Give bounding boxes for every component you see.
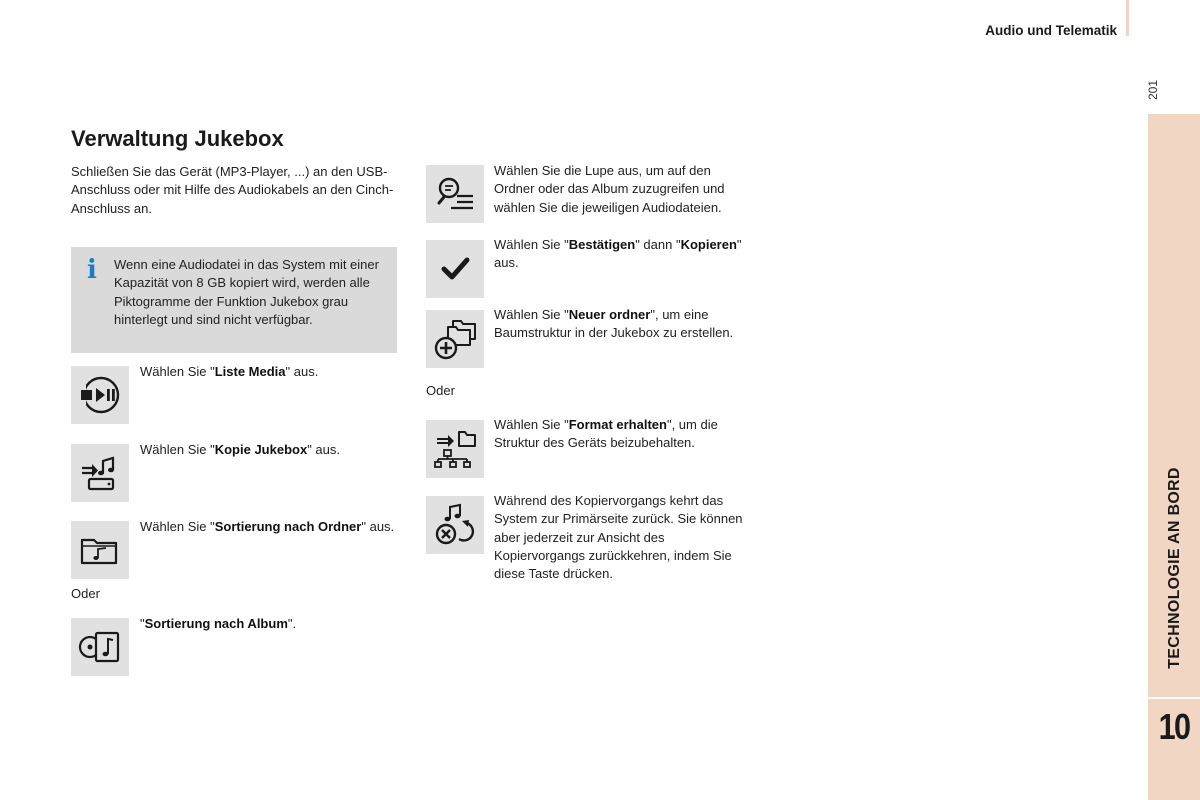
page-number: 201: [1146, 79, 1160, 100]
chapter-label: TECHNOLOGIE AN BORD: [1166, 467, 1183, 669]
step-liste-media: Wählen Sie "Liste Media" aus.: [140, 364, 319, 379]
step-bestaetigen: Wählen Sie "Bestätigen" dann "Kopieren" aus.: [494, 237, 742, 271]
step-sortierung-album: "Sortierung nach Album".: [140, 616, 297, 631]
sidebar-divider: [1148, 697, 1200, 699]
copy-progress-icon: [426, 496, 484, 554]
sort-by-album-icon: [71, 618, 129, 676]
sort-by-folder-icon: [71, 521, 129, 579]
step-sortierung-ordner: Wählen Sie "Sortierung nach Ordner" aus.: [140, 519, 395, 534]
info-icon: i: [87, 255, 97, 285]
oder-label: Oder: [426, 383, 455, 398]
info-text: Wenn eine Audiodatei in das System mit einer Kapazität von 8 GB kopiert wird, werden alle Piktogramme der Funktion Jukebox grau hinterlegt und sind nicht verfügbar.: [114, 257, 379, 327]
copy-jukebox-icon: [71, 444, 129, 502]
new-folder-icon: [426, 310, 484, 368]
step-neuer-ordner: Wählen Sie "Neuer ordner", um eine Baumstruktur in der Jukebox zu erstellen.: [494, 307, 734, 341]
checkmark-icon: [426, 240, 484, 298]
intro-paragraph: Schließen Sie das Gerät (MP3-Player, ...) an den USB-Anschluss oder mit Hilfe des Audiokabels an den Cinch-Anschluss an.: [71, 164, 394, 216]
magnifier-icon: [426, 165, 484, 223]
header-divider: [1126, 0, 1129, 36]
oder-label: Oder: [71, 586, 100, 601]
chapter-number: 10: [1158, 706, 1190, 747]
step-kopie-jukebox: Wählen Sie "Kopie Jukebox" aus.: [140, 442, 340, 457]
step-format-erhalten: Wählen Sie "Format erhalten", um die Struktur des Geräts beizubehalten.: [494, 417, 718, 451]
page-title: Verwaltung Jukebox: [71, 126, 284, 151]
step-kopiervorgang: Während des Kopiervorgangs kehrt das System zur Primärseite zurück. Sie können aber jederzeit zur Ansicht des Kopiervorgangs zurückkehren, indem Sie diese Taste drücken.: [494, 493, 743, 582]
section-title: Audio und Telematik: [985, 23, 1117, 38]
step-lupe: Wählen Sie die Lupe aus, um auf den Ordner oder das Album zuzugreifen und wählen Sie die jeweiligen Audiodateien.: [494, 163, 725, 215]
media-list-icon: [71, 366, 129, 424]
keep-format-icon: [426, 420, 484, 478]
